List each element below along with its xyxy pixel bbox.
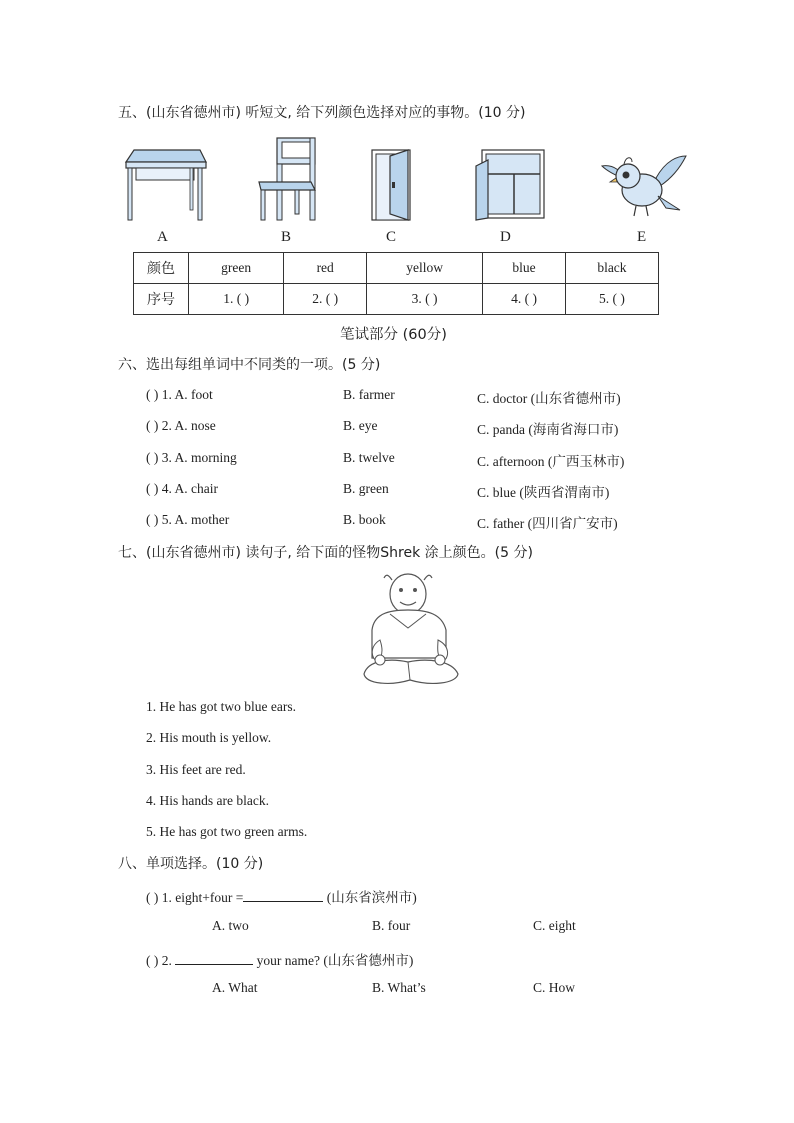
bird-icon	[596, 150, 688, 222]
section6-title: 六、选出每组单词中不同类的一项。(5 分)	[118, 357, 381, 373]
s8-q1-a: A. two	[212, 918, 249, 933]
section5-title: 五、(山东省德州市) 听短文, 给下列颜色选择对应的事物。(10 分)	[118, 105, 526, 121]
section8-title: 八、单项选择。(10 分)	[118, 856, 264, 872]
color-row	[134, 253, 659, 284]
s6-q4: ( ) 4. A. chair	[146, 481, 218, 496]
s8-q2-c: C. How	[533, 980, 576, 995]
color-cell: black	[565, 253, 658, 284]
color-table	[133, 252, 659, 315]
s8-q1-c: C. eight	[533, 918, 576, 933]
s6-q2-b: B. eye	[343, 418, 378, 433]
picture-label-d: D	[500, 229, 511, 245]
window-icon	[474, 148, 546, 222]
answer-cell[interactable]: 3. ( )	[367, 284, 483, 315]
s7-sentence-3: 3. His feet are red.	[146, 762, 246, 777]
picture-label-b: B	[281, 229, 292, 245]
s8-q2-tail: your name? (山东省德州市)	[256, 953, 414, 968]
s7-sentence-2: 2. His mouth is yellow.	[146, 730, 272, 745]
color-cell: green	[189, 253, 284, 284]
s6-q1-c: C. doctor (山东省德州市)	[477, 391, 621, 406]
s8-q2-a: A. What	[212, 980, 258, 995]
s6-q4-c: C. blue (陕西省渭南市)	[477, 485, 610, 500]
s6-q2: ( ) 2. A. nose	[146, 418, 216, 433]
s6-q1: ( ) 1. A. foot	[146, 387, 213, 402]
answer-cell[interactable]: 4. ( )	[483, 284, 566, 315]
s8-q2-stem: ( ) 2.	[146, 953, 172, 968]
color-cell: yellow	[367, 253, 483, 284]
color-cell: red	[284, 253, 367, 284]
answer-cell[interactable]: 2. ( )	[284, 284, 367, 315]
s8-q2-b: B. What’s	[372, 980, 426, 995]
s8-q1-source: (山东省滨州市)	[326, 890, 417, 905]
s8-q1	[146, 886, 417, 906]
s6-q5: ( ) 5. A. mother	[146, 512, 230, 527]
s7-sentence-1: 1. He has got two blue ears.	[146, 699, 296, 714]
picture-label-a: A	[157, 229, 168, 245]
s6-q5-b: B. book	[343, 512, 386, 527]
number-row	[134, 284, 659, 315]
door-icon	[368, 148, 414, 224]
section7-title: 七、(山东省德州市) 读句子, 给下面的怪物Shrek 涂上颜色。(5 分)	[118, 545, 533, 561]
s6-q4-b: B. green	[343, 481, 389, 496]
s6-q3-b: B. twelve	[343, 450, 395, 465]
shrek-icon	[360, 570, 464, 690]
s8-q2-blank[interactable]	[175, 952, 253, 965]
s6-q2-c: C. panda (海南省海口市)	[477, 422, 619, 437]
written-part-title: 笔试部分 (60分)	[340, 327, 447, 343]
s8-q1-blank[interactable]	[243, 889, 323, 902]
s7-sentence-4: 4. His hands are black.	[146, 793, 269, 808]
row-head-number: 序号	[134, 284, 189, 315]
s6-q3: ( ) 3. A. morning	[146, 450, 237, 465]
s8-q1-b: B. four	[372, 918, 411, 933]
color-cell: blue	[483, 253, 566, 284]
s6-q1-b: B. farmer	[343, 387, 395, 402]
row-head-color: 颜色	[134, 253, 189, 284]
s8-q1-stem: ( ) 1. eight+four =	[146, 890, 244, 905]
s6-q5-c: C. father (四川省广安市)	[477, 516, 618, 531]
picture-label-e: E	[637, 229, 647, 245]
s8-q2	[146, 949, 413, 969]
s6-q3-c: C. afternoon (广西玉林市)	[477, 454, 625, 469]
chair-icon	[255, 136, 319, 222]
picture-label-c: C	[386, 229, 397, 245]
desk-icon	[122, 146, 208, 222]
answer-cell[interactable]: 1. ( )	[189, 284, 284, 315]
answer-cell[interactable]: 5. ( )	[565, 284, 658, 315]
s7-sentence-5: 5. He has got two green arms.	[146, 824, 308, 839]
